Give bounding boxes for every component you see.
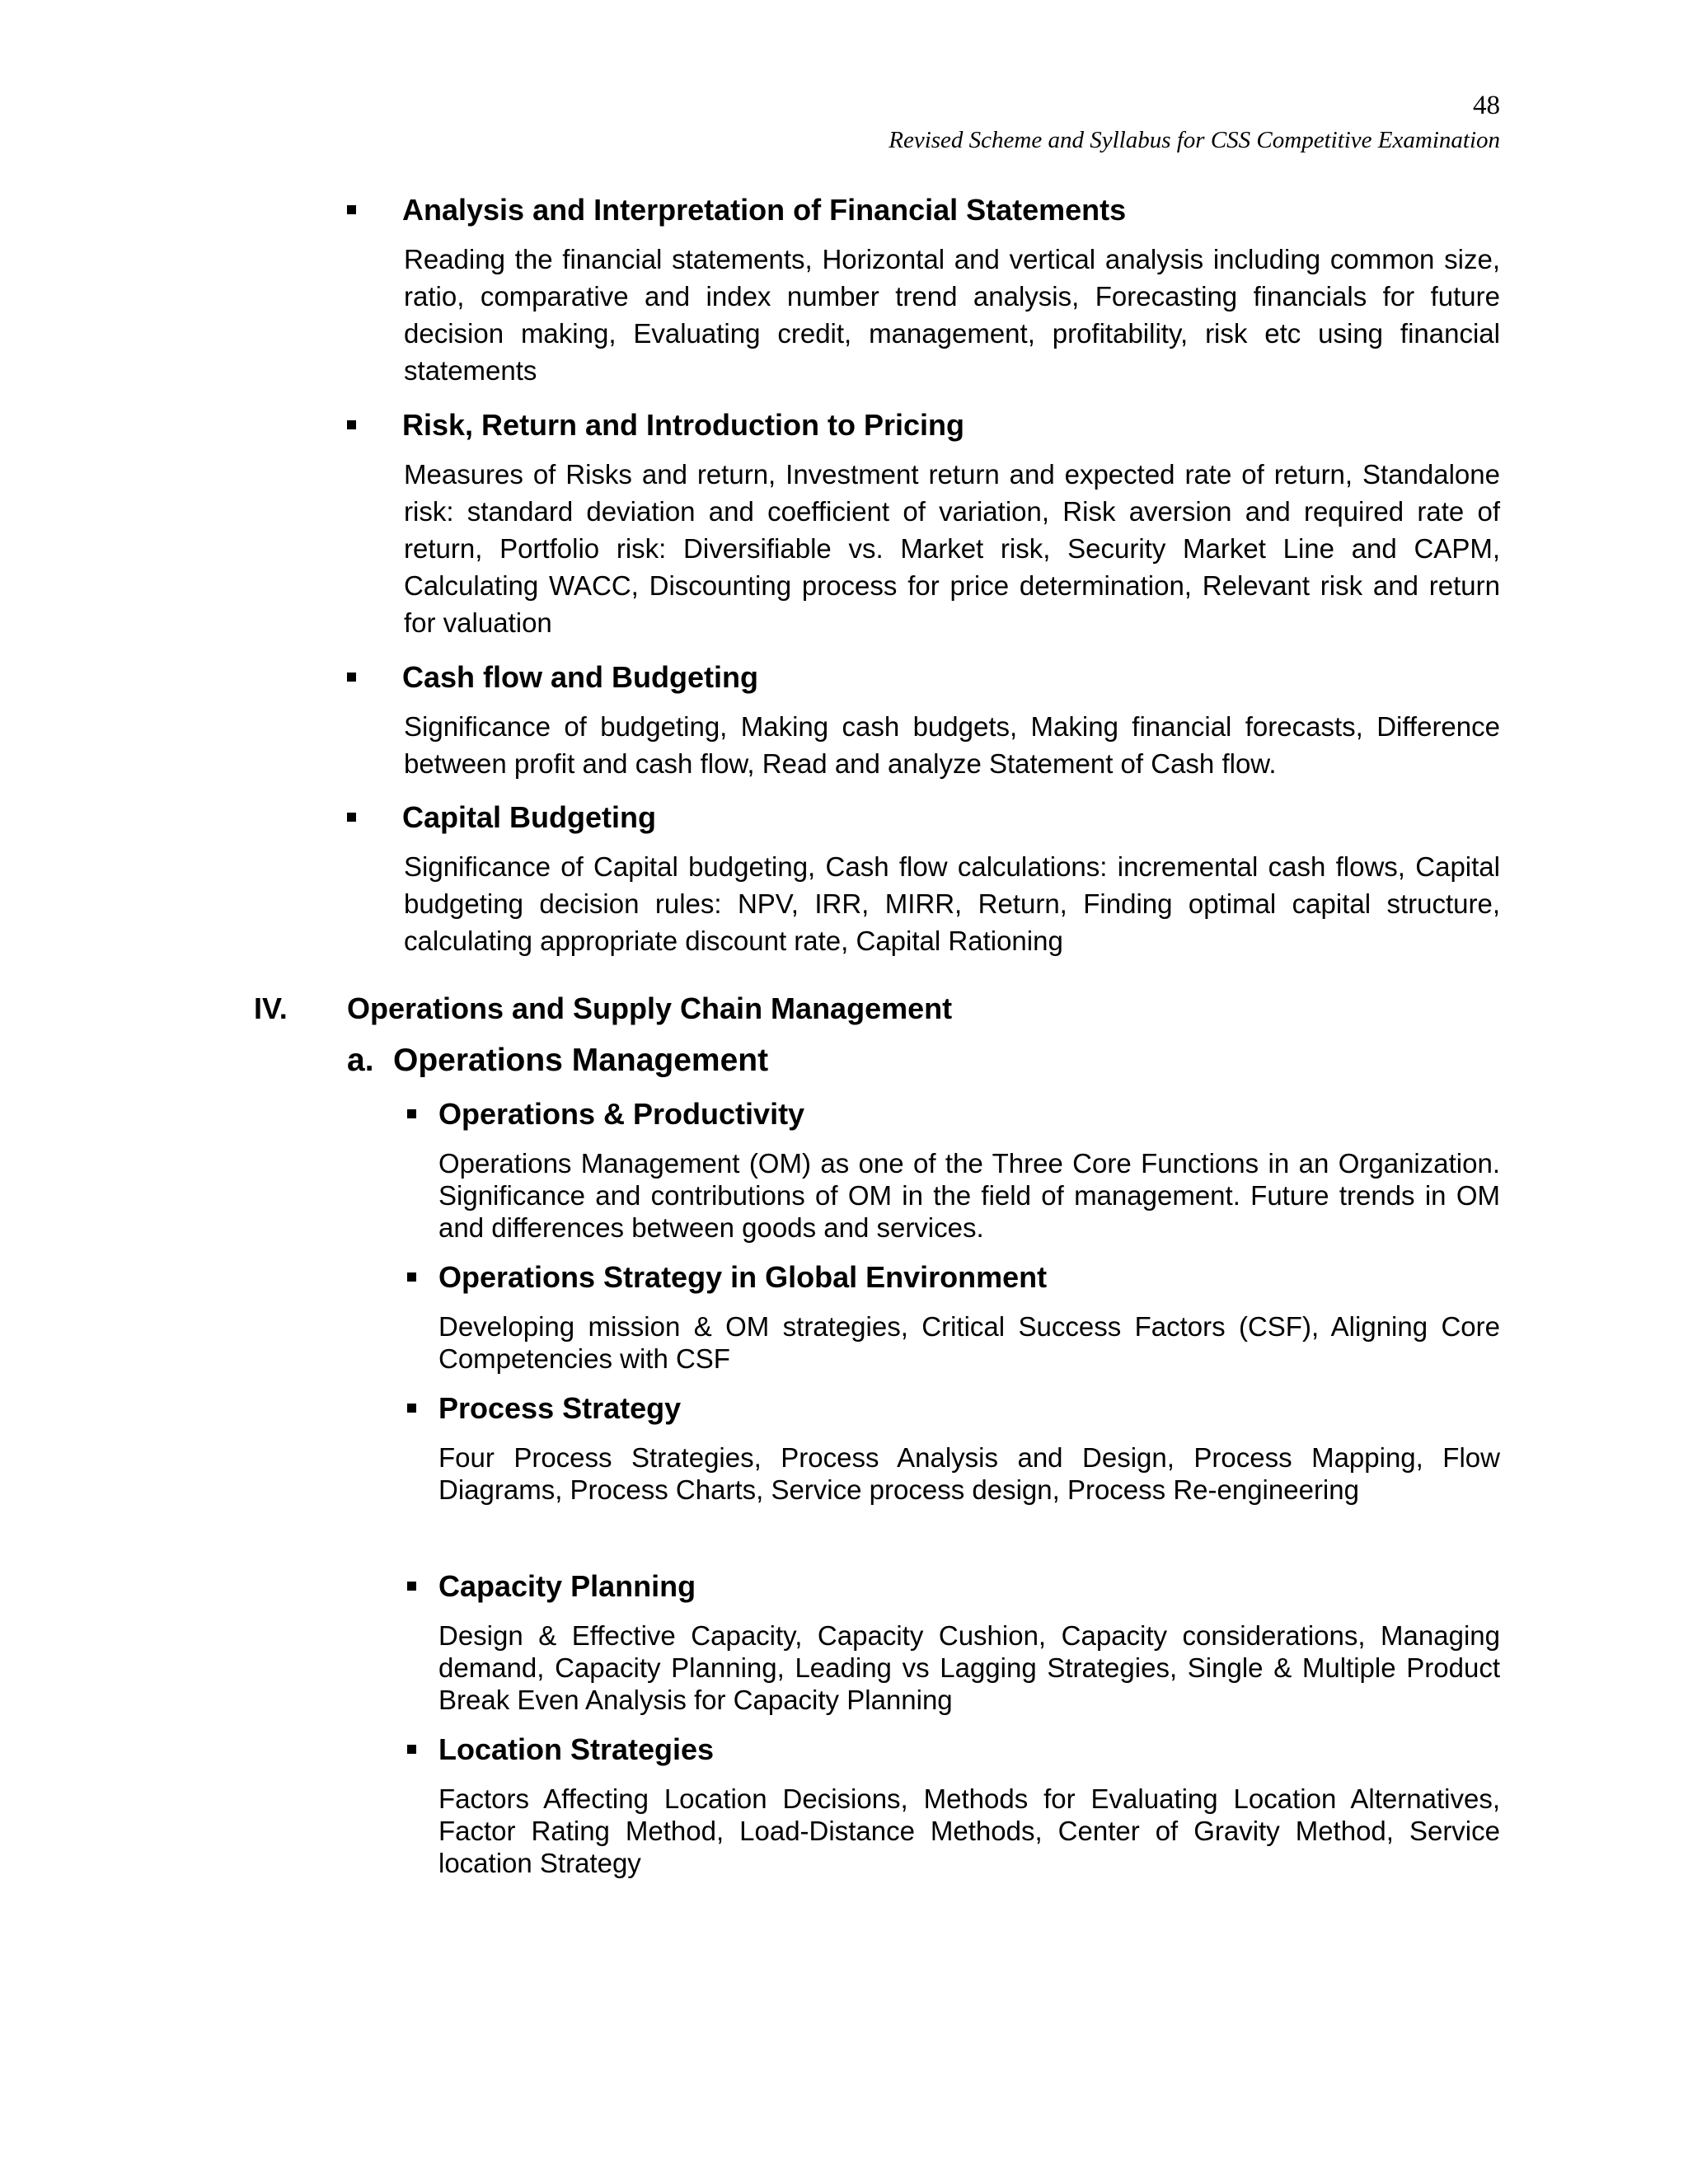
running-header: Revised Scheme and Syllabus for CSS Competitive Examination	[889, 127, 1500, 153]
subsection-letter: a.	[347, 1043, 374, 1078]
section-numeral: IV.	[254, 991, 288, 1025]
square-bullet-icon	[347, 813, 356, 822]
topic-heading: Analysis and Interpretation of Financial Statements	[402, 193, 1127, 227]
topic-description: Significance of budgeting, Making cash budgets, Making financial forecasts, Difference between profit and cash flow, Read and analyze Statement of Cash flow.	[404, 711, 1500, 779]
square-bullet-icon	[347, 673, 356, 682]
topic-description: Significance of Capital budgeting, Cash flow calculations: incremental cash flows, Capital budgeting decision rules: NPV, IRR, MIRR, Return, Finding optimal capital structure, calculating appropriate discount rate, Capital Rationing	[404, 851, 1500, 956]
topic-description: Four Process Strategies, Process Analysis and Design, Process Mapping, Flow Diagrams, Process Charts, Service process design, Process Re-engineering	[438, 1442, 1500, 1505]
topic-description: Design & Effective Capacity, Capacity Cushion, Capacity considerations, Managing demand, Capacity Planning, Leading vs Lagging Strategies, Single & Multiple Product Break Even Analysis for Capacity Planning	[438, 1620, 1500, 1715]
topic-heading: Operations Strategy in Global Environment	[438, 1260, 1048, 1294]
square-bullet-icon	[407, 1404, 416, 1413]
topic-description: Measures of Risks and return, Investment return and expected rate of return, Standalone risk: standard deviation and coefficient of variation, Risk aversion and required rate of return, Portfolio risk: Diversifiable vs. Market risk, Security Market Line and CAPM, Calculating WACC, Discounting process for price determination, Relevant risk and return for valuation	[404, 459, 1500, 638]
topic-heading: Operations & Productivity	[438, 1097, 805, 1131]
topic-heading: Capacity Planning	[438, 1569, 696, 1603]
square-bullet-icon	[407, 1582, 416, 1591]
topic-heading: Cash flow and Budgeting	[402, 660, 758, 694]
topic-heading: Capital Budgeting	[402, 800, 656, 834]
topic-heading: Location Strategies	[438, 1732, 715, 1766]
section-title: Operations and Supply Chain Management	[347, 991, 953, 1025]
square-bullet-icon	[407, 1745, 416, 1754]
topic-description: Reading the financial statements, Horizontal and vertical analysis including common size, ratio, comparative and index number trend analysis, Forecasting financials for future decision making, Evaluating credit, management, profitability, risk etc using financial statements	[404, 244, 1500, 386]
subsection-title: Operations Management	[393, 1043, 769, 1078]
square-bullet-icon	[407, 1272, 416, 1282]
topic-description: Factors Affecting Location Decisions, Methods for Evaluating Location Alternatives, Factor Rating Method, Load-Distance Methods, Center of Gravity Method, Service location Strategy	[438, 1783, 1500, 1878]
page-number: 48	[1473, 91, 1500, 120]
topic-description: Operations Management (OM) as one of the Three Core Functions in an Organization. Significance and contributions of OM in the field of management. Future trends in OM and differences between goods and services.	[438, 1148, 1500, 1243]
square-bullet-icon	[347, 205, 356, 214]
topic-heading: Risk, Return and Introduction to Pricing	[402, 408, 965, 442]
square-bullet-icon	[407, 1109, 416, 1118]
topic-heading: Process Strategy	[438, 1391, 682, 1425]
square-bullet-icon	[347, 420, 356, 429]
topic-description: Developing mission & OM strategies, Critical Success Factors (CSF), Aligning Core Competencies with CSF	[438, 1311, 1500, 1374]
